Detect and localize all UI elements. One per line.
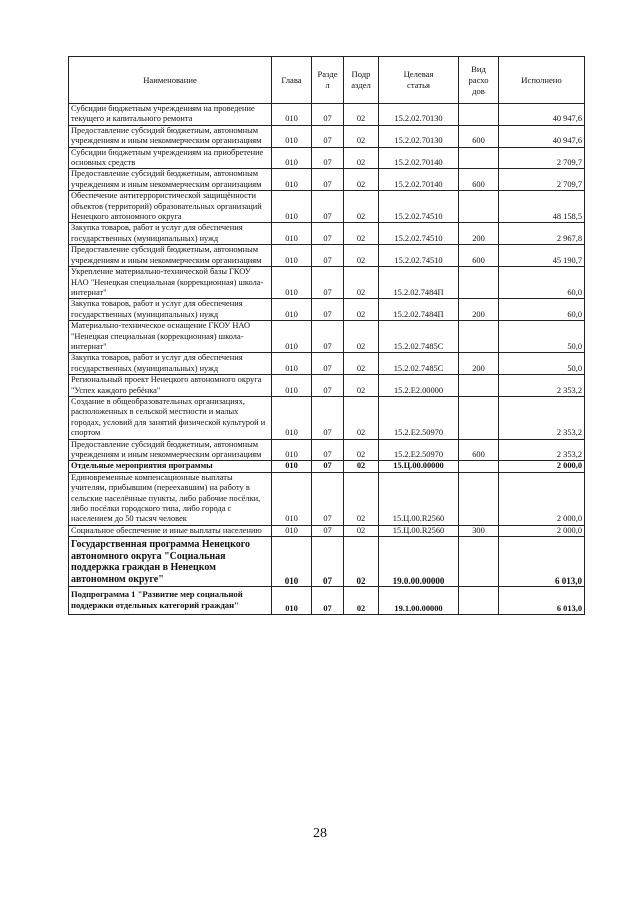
row-section: 07 [312, 461, 344, 472]
row-name: Субсидии бюджетным учреждениям на проведение текущего и капитального ремонта [69, 104, 272, 126]
row-executed: 60,0 [499, 299, 585, 321]
row-executed: 50,0 [499, 321, 585, 353]
row-executed: 2 967,8 [499, 223, 585, 245]
row-target-article: 15.2.02.7485С [379, 321, 459, 353]
row-subsection: 02 [344, 169, 379, 191]
table-row [69, 169, 585, 191]
budget-table [68, 56, 585, 615]
row-subsection: 02 [344, 472, 379, 525]
row-name: Закупка товаров, работ и услуг для обеспечения государственных (муниципальных) нужд [69, 223, 272, 245]
row-target-article: 15.2.Е2.50970 [379, 396, 459, 439]
header-executed: Исполнено [499, 57, 585, 104]
row-target-article: 15.2.02.7484П [379, 267, 459, 299]
row-name: Региональный проект Ненецкого автономного округа "Успех каждого ребёнка" [69, 375, 272, 397]
row-name: Закупка товаров, работ и услуг для обеспечения государственных (муниципальных) нужд [69, 353, 272, 375]
row-name: Социальное обеспечение и иные выплаты населению [69, 525, 272, 536]
row-expense-type [459, 104, 499, 126]
row-executed: 2 709,7 [499, 169, 585, 191]
row-section: 07 [312, 321, 344, 353]
row-target-article: 19.0.00.00000 [379, 537, 459, 587]
table-row [69, 525, 585, 536]
row-executed: 40 947,6 [499, 125, 585, 147]
row-expense-type [459, 396, 499, 439]
row-section: 07 [312, 537, 344, 587]
row-section: 07 [312, 223, 344, 245]
row-target-article: 15.2.02.7485С [379, 353, 459, 375]
row-executed: 50,0 [499, 353, 585, 375]
header-chapter: Глава [272, 57, 312, 104]
row-chapter: 010 [272, 125, 312, 147]
table-row [69, 191, 585, 223]
row-executed: 2 000,0 [499, 472, 585, 525]
row-expense-type [459, 147, 499, 169]
row-subsection: 02 [344, 267, 379, 299]
row-expense-type [459, 321, 499, 353]
row-subsection: 02 [344, 299, 379, 321]
row-chapter: 010 [272, 191, 312, 223]
table-row [69, 104, 585, 126]
row-target-article: 15.Ц.00.R2560 [379, 472, 459, 525]
row-name: Единовременные компенсационные выплаты учителям, прибывшим (переехавшим) на работу в сельские населённые пункты, либо рабочие посёлки, либо посёлки городского типа, либо города с населением до 50 тысяч человек [69, 472, 272, 525]
row-expense-type: 600 [459, 169, 499, 191]
row-executed: 48 158,5 [499, 191, 585, 223]
row-section: 07 [312, 191, 344, 223]
row-chapter: 010 [272, 299, 312, 321]
row-name: Укрепление материально-технической базы ГКОУ НАО "Ненецкая специальная (коррекционная) школа-интернат" [69, 267, 272, 299]
row-executed: 60,0 [499, 267, 585, 299]
row-subsection: 02 [344, 321, 379, 353]
row-chapter: 010 [272, 245, 312, 267]
row-expense-type: 200 [459, 353, 499, 375]
table-row [69, 321, 585, 353]
row-target-article: 15.2.02.74510 [379, 191, 459, 223]
row-target-article: 15.2.Е2.00000 [379, 375, 459, 397]
table-row [69, 472, 585, 525]
row-expense-type: 200 [459, 299, 499, 321]
row-subsection: 02 [344, 245, 379, 267]
page-number: 28 [313, 826, 327, 841]
row-chapter: 010 [272, 267, 312, 299]
row-target-article: 15.2.02.70140 [379, 169, 459, 191]
row-subsection: 02 [344, 191, 379, 223]
row-section: 07 [312, 472, 344, 525]
row-name: Закупка товаров, работ и услуг для обеспечения государственных (муниципальных) нужд [69, 299, 272, 321]
row-chapter: 010 [272, 169, 312, 191]
row-target-article: 15.Ц.00.R2560 [379, 525, 459, 536]
row-expense-type: 600 [459, 125, 499, 147]
row-subsection: 02 [344, 353, 379, 375]
row-target-article: 15.2.02.70140 [379, 147, 459, 169]
row-chapter: 010 [272, 537, 312, 587]
row-section: 07 [312, 147, 344, 169]
row-executed: 2 000,0 [499, 461, 585, 472]
row-section: 07 [312, 396, 344, 439]
row-subsection: 02 [344, 439, 379, 461]
row-executed: 40 947,6 [499, 104, 585, 126]
row-expense-type: 200 [459, 223, 499, 245]
row-chapter: 010 [272, 587, 312, 615]
row-target-article: 15.2.02.7484П [379, 299, 459, 321]
row-section: 07 [312, 104, 344, 126]
row-target-article: 15.2.02.70130 [379, 125, 459, 147]
row-section: 07 [312, 353, 344, 375]
row-name: Государственная программа Ненецкого автономного округа "Социальная поддержка граждан в Ненецком автономном округе" [69, 537, 272, 587]
row-chapter: 010 [272, 396, 312, 439]
table-row [69, 537, 585, 587]
row-expense-type: 300 [459, 525, 499, 536]
row-chapter: 010 [272, 472, 312, 525]
row-subsection: 02 [344, 147, 379, 169]
row-subsection: 02 [344, 537, 379, 587]
row-name: Предоставление субсидий бюджетным, автономным учреждениям и иным некоммерческим организациям [69, 169, 272, 191]
row-chapter: 010 [272, 147, 312, 169]
table-row [69, 375, 585, 397]
row-target-article: 15.2.02.74510 [379, 245, 459, 267]
row-target-article: 15.Ц.00.00000 [379, 461, 459, 472]
row-chapter: 010 [272, 353, 312, 375]
table-body [69, 104, 585, 615]
row-executed: 45 190,7 [499, 245, 585, 267]
row-chapter: 010 [272, 461, 312, 472]
row-subsection: 02 [344, 525, 379, 536]
row-subsection: 02 [344, 587, 379, 615]
header-target: Целевая статья [379, 57, 459, 104]
row-chapter: 010 [272, 439, 312, 461]
table-row [69, 299, 585, 321]
row-subsection: 02 [344, 396, 379, 439]
row-executed: 2 353,2 [499, 396, 585, 439]
row-chapter: 010 [272, 321, 312, 353]
row-subsection: 02 [344, 125, 379, 147]
row-executed: 2 000,0 [499, 525, 585, 536]
row-name: Материально-техническое оснащение ГКОУ НАО "Ненецкая специальная (коррекционная) школа-интернат" [69, 321, 272, 353]
row-executed: 2 709,7 [499, 147, 585, 169]
row-expense-type [459, 375, 499, 397]
row-name: Создание в общеобразовательных организациях, расположенных в сельской местности и малых городах, условий для занятий физической культурой и спортом [69, 396, 272, 439]
row-expense-type [459, 587, 499, 615]
row-target-article: 15.2.02.74510 [379, 223, 459, 245]
row-section: 07 [312, 125, 344, 147]
row-target-article: 15.2.Е2.50970 [379, 439, 459, 461]
row-section: 07 [312, 267, 344, 299]
header-subsection: Подр аздел [344, 57, 379, 104]
row-name: Субсидии бюджетным учреждениям на приобретение основных средств [69, 147, 272, 169]
row-section: 07 [312, 169, 344, 191]
row-expense-type [459, 537, 499, 587]
header-expense-type: Вид расхо дов [459, 57, 499, 104]
row-target-article: 15.2.02.70130 [379, 104, 459, 126]
row-chapter: 010 [272, 375, 312, 397]
row-executed: 2 353,2 [499, 375, 585, 397]
row-expense-type [459, 191, 499, 223]
table-row [69, 353, 585, 375]
header-section: Разде л [312, 57, 344, 104]
table-row [69, 587, 585, 615]
row-target-article: 19.1.00.00000 [379, 587, 459, 615]
row-name: Обеспечение антитеррористической защищённости объектов (территорий) образовательных организаций Ненецкого автономного округа [69, 191, 272, 223]
table-row [69, 147, 585, 169]
table-row [69, 461, 585, 472]
table-row [69, 439, 585, 461]
row-expense-type: 600 [459, 439, 499, 461]
table-row [69, 223, 585, 245]
row-executed: 2 353,2 [499, 439, 585, 461]
row-expense-type [459, 267, 499, 299]
row-section: 07 [312, 587, 344, 615]
row-expense-type: 600 [459, 245, 499, 267]
row-chapter: 010 [272, 223, 312, 245]
row-subsection: 02 [344, 223, 379, 245]
row-chapter: 010 [272, 104, 312, 126]
table-row [69, 267, 585, 299]
row-name: Предоставление субсидий бюджетным, автономным учреждениям и иным некоммерческим организациям [69, 245, 272, 267]
row-chapter: 010 [272, 525, 312, 536]
row-executed: 6 013,0 [499, 537, 585, 587]
row-section: 07 [312, 299, 344, 321]
table-row [69, 125, 585, 147]
row-subsection: 02 [344, 461, 379, 472]
row-expense-type [459, 472, 499, 525]
row-executed: 6 013,0 [499, 587, 585, 615]
row-subsection: 02 [344, 375, 379, 397]
row-expense-type [459, 461, 499, 472]
row-name: Предоставление субсидий бюджетным, автономным учреждениям и иным некоммерческим организациям [69, 125, 272, 147]
row-section: 07 [312, 525, 344, 536]
row-name: Подпрограмма 1 "Развитие мер социальной поддержки отдельных категорий граждан" [69, 587, 272, 615]
row-name: Отдельные мероприятия программы [69, 461, 272, 472]
row-subsection: 02 [344, 104, 379, 126]
table-header-row [69, 57, 585, 104]
row-section: 07 [312, 245, 344, 267]
row-section: 07 [312, 375, 344, 397]
row-section: 07 [312, 439, 344, 461]
table-row [69, 396, 585, 439]
header-name: Наименование [69, 57, 272, 104]
row-name: Предоставление субсидий бюджетным, автономным учреждениям и иным некоммерческим организациям [69, 439, 272, 461]
table-row [69, 245, 585, 267]
